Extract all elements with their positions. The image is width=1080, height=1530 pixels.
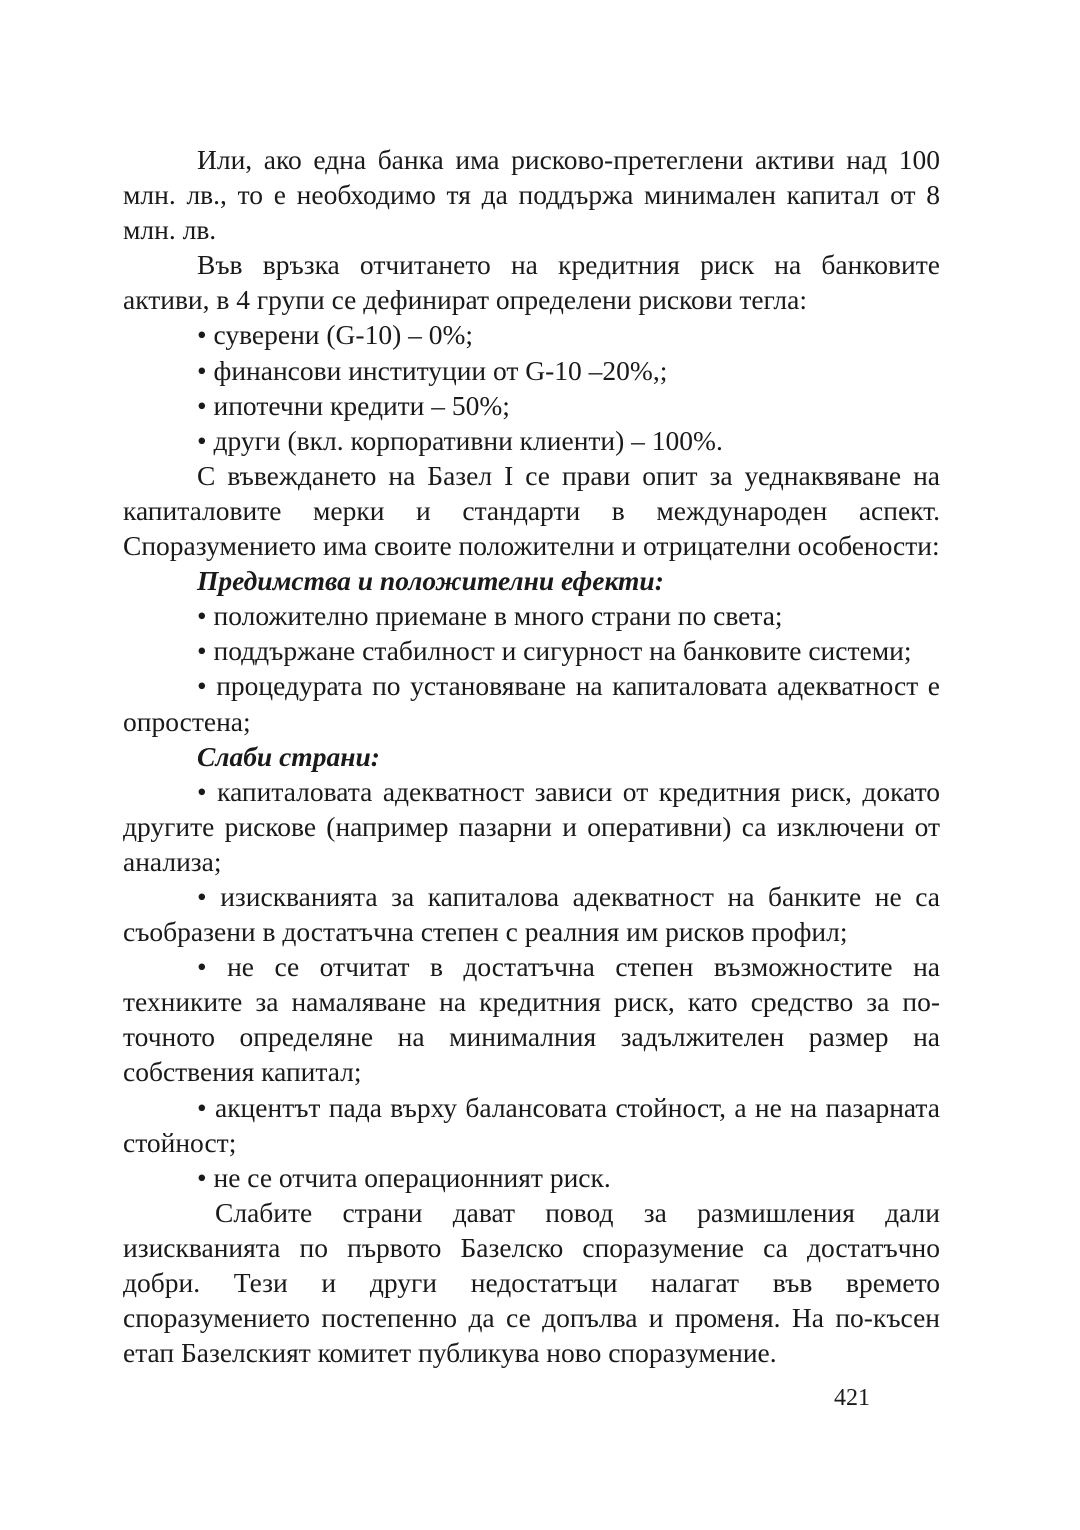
paragraph-basel-one: С въвеждането на Базел I се прави опит за уеднаквяване на капиталовите мерки и стандарти в международен аспект. Споразумението има своите положителни и отрицателни особености:: [123, 459, 940, 562]
page-number: 421: [834, 1385, 870, 1411]
list-item-weakness: • изискванията за капиталова адекватност на банките не са съобразени в достатъчна степен с реалния им рисков профил;: [123, 880, 940, 948]
list-item-advantage: • процедурата по установяване на капиталовата адекватност е опростена;: [123, 670, 940, 737]
list-item-advantage: • поддържане стабилност и сигурност на банковите системи;: [197, 635, 912, 667]
heading-weaknesses: Слаби страни:: [197, 740, 380, 772]
paragraph-capital-example: Или, ако една банка има рисково-претеглени активи над 100 млн. лв., то е необходимо тя да поддържа минимален капитал от 8 млн. лв.: [123, 144, 940, 246]
list-item-weakness: • не се отчита операционният риск.: [197, 1161, 611, 1193]
paragraph-conclusion: Слабите страни дават повод за размишления дали изискванията по първото Базелско споразумение са достатъчно добри. Тези и други недостатъци налагат във времето споразумението постепенно да се допълва и променя. На по-късен етап Базелският комитет публикува ново споразумение.: [123, 1196, 940, 1369]
list-item-weakness: • капиталовата адекватност зависи от кредитния риск, докато другите рискове (например пазарни и оперативни) са изключени от анализа;: [123, 775, 940, 877]
body-text: [123, 142, 940, 1370]
list-item-sovereigns: • суверени (G-10) – 0%;: [197, 319, 474, 351]
list-item-weakness: • не се отчитат в достатъчна степен възможностите на техниките за намаляване на кредитния риск, като средство за по-точното определяне на минималния задължителен размер на собствения капитал;: [123, 951, 940, 1088]
list-item-other: • други (вкл. корпоративни клиенти) – 100%.: [197, 424, 723, 456]
paragraph-risk-weights-intro: Във връзка отчитането на кредитния риск на банковите активи, в 4 групи се дефинират определени рискови тегла:: [123, 249, 940, 316]
list-item-financial-institutions: • финансови институции от G-10 –20%,;: [197, 354, 668, 386]
list-item-mortgage-loans: • ипотечни кредити – 50%;: [197, 389, 510, 421]
list-item-advantage: • положително приемане в много страни по света;: [197, 600, 783, 632]
heading-advantages: Предимства и положителни ефекти:: [197, 565, 664, 597]
list-item-weakness: • акцентът пада върху балансовата стойност, а не на пазарната стойност;: [123, 1091, 940, 1158]
